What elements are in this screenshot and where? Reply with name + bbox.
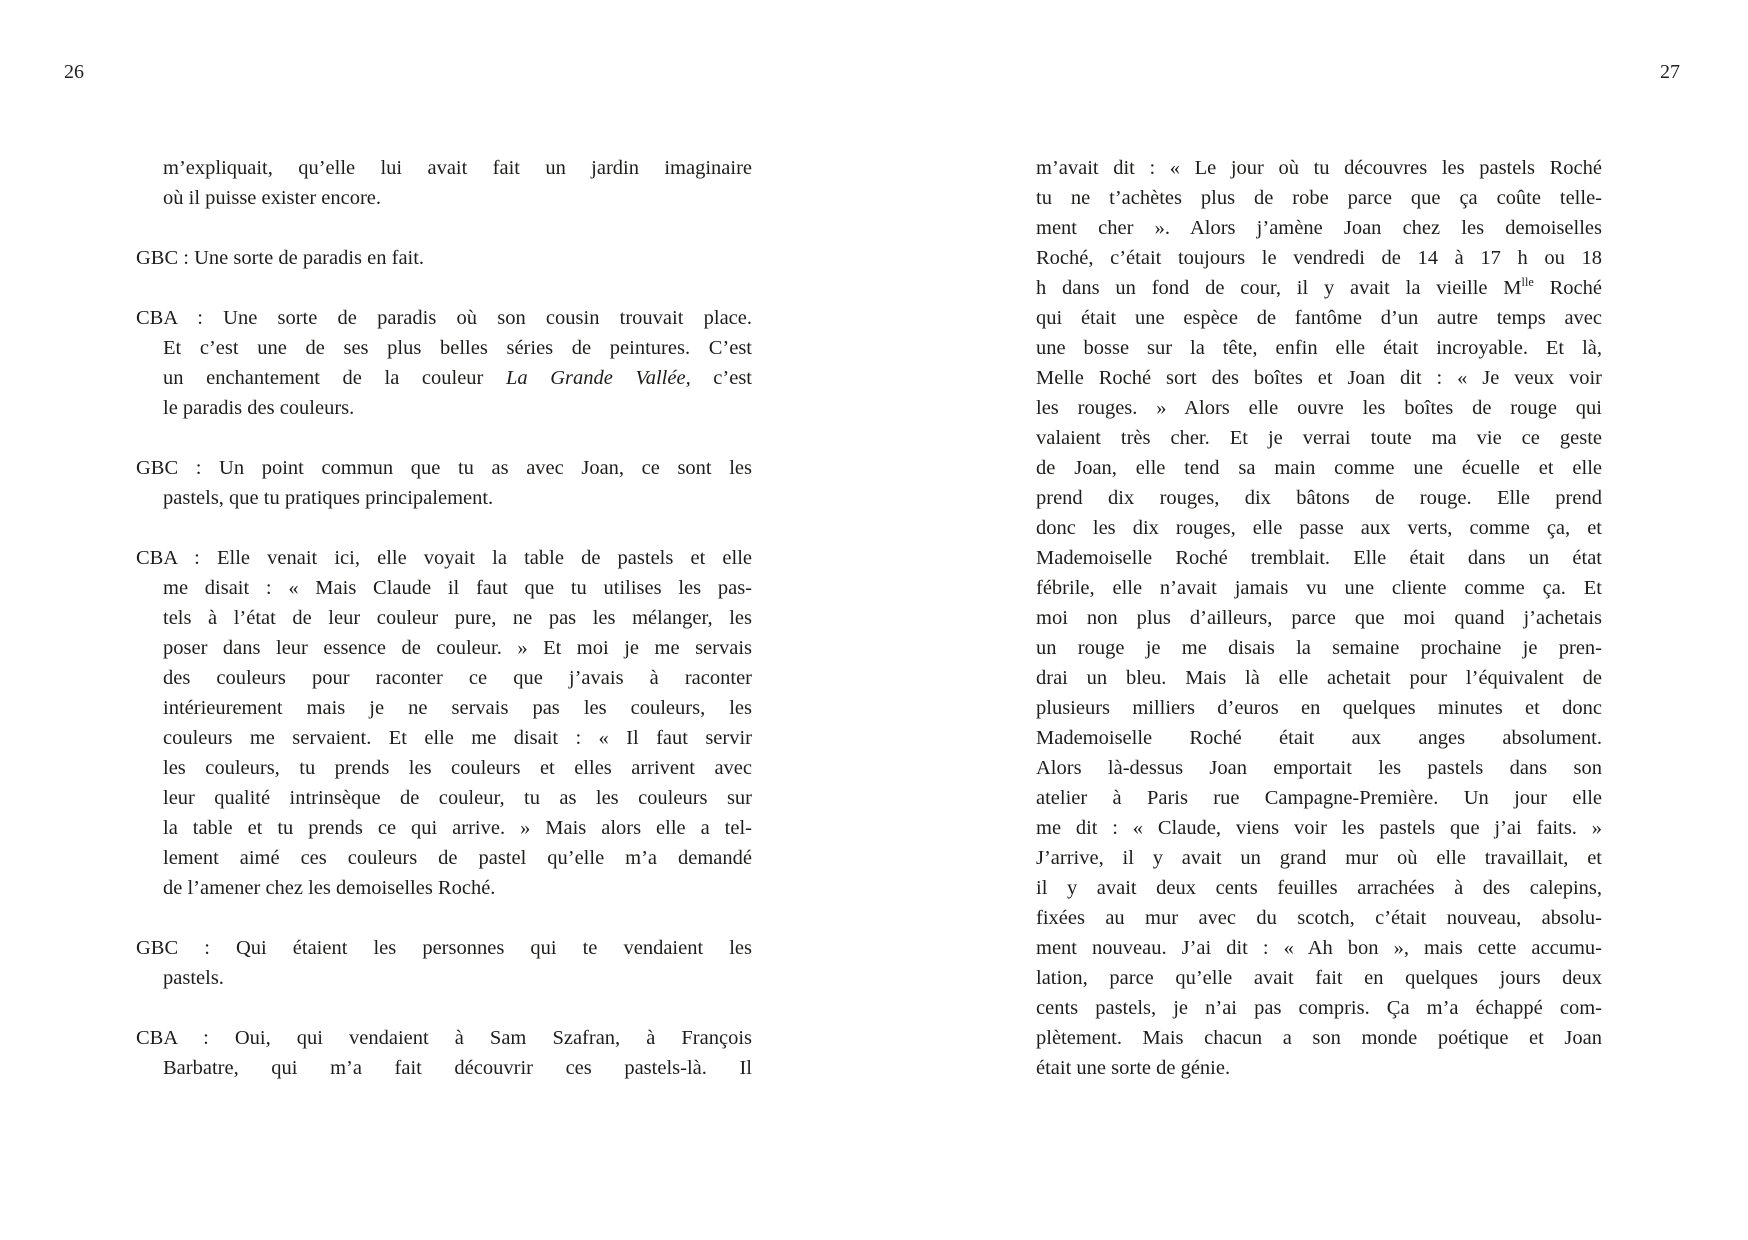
- paragraph: [136, 933, 752, 993]
- text-line: cents pastels, je n’ai pas compris. Ça m’a échappé com-: [1036, 997, 1602, 1019]
- text-line: couleurs me servaient. Et elle me disait : « Il faut servir: [163, 727, 752, 749]
- text-line: Roché, c’était toujours le vendredi de 14 à 17 h ou 18: [1036, 247, 1602, 269]
- text-line: me dit : « Claude, viens voir les pastels que j’ai faits. »: [1036, 817, 1602, 839]
- text-line: atelier à Paris rue Campagne-Première. Un jour elle: [1036, 787, 1602, 809]
- paragraph: [136, 303, 752, 423]
- text-line: GBC : Un point commun que tu as avec Joan, ce sont les: [136, 457, 752, 479]
- text-line: de Joan, elle tend sa main comme une écuelle et elle: [1036, 457, 1602, 479]
- text-line: fixées au mur avec du scotch, c’était nouveau, absolu-: [1036, 907, 1602, 929]
- text-line: donc les dix rouges, elle passe aux verts, comme ça, et: [1036, 517, 1602, 539]
- text-line: CBA : Elle venait ici, elle voyait la table de pastels et elle: [136, 547, 752, 569]
- text-line: Alors là-dessus Joan emportait les pastels dans son: [1036, 757, 1602, 779]
- paragraph: [136, 453, 752, 513]
- text-line: lation, parce qu’elle avait fait en quelques jours deux: [1036, 967, 1602, 989]
- paragraph: [1036, 153, 1602, 1083]
- text-line: h dans un fond de cour, il y avait la vieille $M^{lle}$ Roché: [1036, 275, 1602, 299]
- text-line: le paradis des couleurs.: [163, 397, 355, 419]
- text-line: Melle Roché sort des boîtes et Joan dit : « Je veux voir: [1036, 367, 1602, 389]
- text-line: il y avait deux cents feuilles arrachées à des calepins,: [1036, 877, 1602, 899]
- right-page-text-column: [1036, 153, 1602, 1113]
- text-line: plètement. Mais chacun a son monde poétique et Joan: [1036, 1027, 1602, 1049]
- text-line: Mademoiselle Roché tremblait. Elle était dans un état: [1036, 547, 1602, 569]
- text-line: pastels, que tu pratiques principalement.: [163, 487, 494, 509]
- text-line: la table et tu prends ce qui arrive. » Mais alors elle a tel-: [163, 817, 752, 839]
- text-line: Barbatre, qui m’a fait découvrir ces pastels-là. Il: [163, 1057, 752, 1079]
- text-line: lement aimé ces couleurs de pastel qu’elle m’a demandé: [163, 847, 752, 869]
- text-line: CBA : Oui, qui vendaient à Sam Szafran, à François: [136, 1027, 752, 1049]
- text-line: poser dans leur essence de couleur. » Et moi je me servais: [163, 637, 752, 659]
- text-line: une bosse sur la tête, enfin elle était incroyable. Et là,: [1036, 337, 1602, 359]
- text-line: CBA : Une sorte de paradis où son cousin trouvait place.: [136, 307, 752, 329]
- text-line: de l’amener chez les demoiselles Roché.: [163, 877, 496, 899]
- page-number-left: 26: [64, 61, 84, 83]
- text-line: Mademoiselle Roché était aux anges absolument.: [1036, 727, 1602, 749]
- text-line: m’avait dit : « Le jour où tu découvres les pastels Roché: [1036, 157, 1602, 179]
- paragraph: [136, 543, 752, 903]
- text-line: ment cher ». Alors j’amène Joan chez les demoiselles: [1036, 217, 1602, 239]
- text-line: tels à l’état de leur couleur pure, ne pas les mélanger, les: [163, 607, 752, 629]
- text-line: un rouge je me disais la semaine prochaine je pren-: [1036, 637, 1602, 659]
- text-line: valaient très cher. Et je verrai toute ma vie ce geste: [1036, 427, 1602, 449]
- text-line: un enchantement de la couleur La Grande Vallée, c’est: [163, 367, 753, 389]
- text-line: où il puisse exister encore.: [163, 187, 382, 209]
- text-line: prend dix rouges, dix bâtons de rouge. Elle prend: [1036, 487, 1602, 509]
- paragraph: [136, 1023, 752, 1083]
- text-line: fébrile, elle n’avait jamais vu une cliente comme ça. Et: [1036, 577, 1602, 599]
- text-line: les couleurs, tu prends les couleurs et elles arrivent avec: [163, 757, 752, 779]
- text-line: qui était une espèce de fantôme d’un autre temps avec: [1036, 307, 1602, 329]
- text-line: plusieurs milliers d’euros en quelques minutes et donc: [1036, 697, 1602, 719]
- text-line: J’arrive, il y avait un grand mur où elle travaillait, et: [1036, 847, 1602, 869]
- text-line: pastels.: [163, 967, 224, 989]
- text-line: GBC : Qui étaient les personnes qui te vendaient les: [136, 937, 752, 959]
- text-line: leur qualité intrinsèque de couleur, tu as les couleurs sur: [163, 787, 752, 809]
- paragraph: [136, 243, 752, 273]
- text-line: intérieurement mais je ne servais pas les couleurs, les: [163, 697, 752, 719]
- page-number-right: 27: [1660, 61, 1680, 83]
- text-line: m’expliquait, qu’elle lui avait fait un jardin imaginaire: [163, 157, 752, 179]
- text-line: tu ne t’achètes plus de robe parce que ça coûte telle-: [1036, 187, 1602, 209]
- text-line: ment nouveau. J’ai dit : « Ah bon », mais cette accumu-: [1036, 937, 1602, 959]
- paragraph: [136, 153, 752, 213]
- text-line: GBC : Une sorte de paradis en fait.: [136, 247, 425, 269]
- text-line: les rouges. » Alors elle ouvre les boîtes de rouge qui: [1036, 397, 1602, 419]
- text-line: était une sorte de génie.: [1036, 1057, 1231, 1079]
- text-line: des couleurs pour raconter ce que j’avais à raconter: [163, 667, 752, 689]
- text-line: moi non plus d’ailleurs, parce que moi quand j’achetais: [1036, 607, 1602, 629]
- text-line: drai un bleu. Mais là elle achetait pour l’équivalent de: [1036, 667, 1602, 689]
- left-page-text-column: [136, 153, 752, 1113]
- text-line: me disait : « Mais Claude il faut que tu utilises les pas-: [163, 577, 752, 599]
- text-line: Et c’est une de ses plus belles séries de peintures. C’est: [163, 337, 752, 359]
